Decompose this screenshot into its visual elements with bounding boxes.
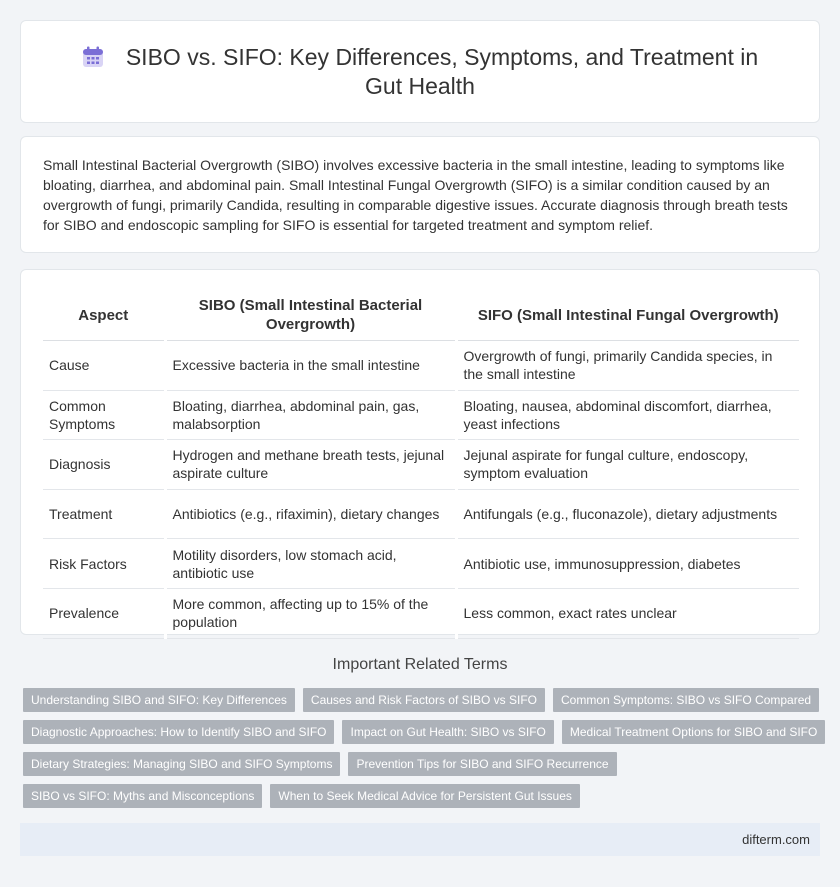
row-sibo: Antibiotics (e.g., rifaximin), dietary changes xyxy=(165,489,456,539)
footer-site-link[interactable]: difterm.com xyxy=(742,832,810,847)
comparison-card xyxy=(20,269,820,635)
table-row xyxy=(43,489,799,539)
header-sibo: SIBO (Small Intestinal Bacterial Overgrowth) xyxy=(165,290,456,341)
related-term-tag[interactable]: Understanding SIBO and SIFO: Key Differences xyxy=(23,688,295,712)
table-row xyxy=(43,539,799,589)
table-row xyxy=(43,440,799,490)
related-term-tag[interactable]: Prevention Tips for SIBO and SIFO Recurrence xyxy=(348,752,616,776)
row-sifo: Less common, exact rates unclear xyxy=(456,588,799,638)
header-sifo: SIFO (Small Intestinal Fungal Overgrowth) xyxy=(456,290,799,341)
related-term-tag[interactable]: Common Symptoms: SIBO vs SIFO Compared xyxy=(553,688,819,712)
footer xyxy=(20,823,820,856)
row-sibo: Motility disorders, low stomach acid, antibiotic use xyxy=(165,539,456,589)
tag-row xyxy=(23,720,823,744)
related-term-tag[interactable]: Dietary Strategies: Managing SIBO and SIFO Symptoms xyxy=(23,752,340,776)
row-aspect: Risk Factors xyxy=(43,539,165,589)
row-sifo: Antibiotic use, immunosuppression, diabetes xyxy=(456,539,799,589)
calendar-icon xyxy=(82,46,104,68)
title-card xyxy=(20,20,820,123)
table-row xyxy=(43,341,799,391)
page-title: SIBO vs. SIFO: Key Differences, Symptoms, and Treatment in Gut Health xyxy=(125,44,759,99)
row-sibo: Excessive bacteria in the small intestine xyxy=(165,341,456,391)
related-term-tag[interactable]: Medical Treatment Options for SIBO and SIFO xyxy=(562,720,825,744)
table-row xyxy=(43,390,799,440)
row-sibo: Bloating, diarrhea, abdominal pain, gas, malabsorption xyxy=(165,390,456,440)
related-term-tag[interactable]: SIBO vs SIFO: Myths and Misconceptions xyxy=(23,784,262,808)
row-aspect: Cause xyxy=(43,341,165,391)
intro-paragraph: Small Intestinal Bacterial Overgrowth (SIBO) involves excessive bacteria in the small intestine, leading to symptoms like bloating, diarrhea, and abdominal pain. Small Intestinal Fungal Overgrowth (SIFO) is a similar condition caused by an overgrowth of fungi, primarily Candida, resulting in comparable digestive issues. Accurate diagnosis through breath tests for SIBO and endoscopic sampling for SIFO is essential for targeted treatment and symptom relief. xyxy=(43,157,788,233)
related-term-tag[interactable]: Impact on Gut Health: SIBO vs SIFO xyxy=(342,720,553,744)
page-title-wrap xyxy=(21,43,819,101)
row-sibo: More common, affecting up to 15% of the population xyxy=(165,588,456,638)
table-row xyxy=(43,588,799,638)
related-terms-list xyxy=(23,688,823,816)
intro-card xyxy=(20,136,820,253)
related-term-tag[interactable]: Diagnostic Approaches: How to Identify SIBO and SIFO xyxy=(23,720,334,744)
related-terms-heading: Important Related Terms xyxy=(332,656,508,673)
row-sifo: Overgrowth of fungi, primarily Candida species, in the small intestine xyxy=(456,341,799,391)
row-sifo: Bloating, nausea, abdominal discomfort, diarrhea, yeast infections xyxy=(456,390,799,440)
tag-row xyxy=(23,688,823,712)
header-aspect: Aspect xyxy=(43,290,165,341)
row-sibo: Hydrogen and methane breath tests, jejunal aspirate culture xyxy=(165,440,456,490)
tag-row xyxy=(23,784,823,808)
tag-row xyxy=(23,752,823,776)
row-aspect: Treatment xyxy=(43,489,165,539)
related-term-tag[interactable]: Causes and Risk Factors of SIBO vs SIFO xyxy=(303,688,545,712)
row-sifo: Antifungals (e.g., fluconazole), dietary adjustments xyxy=(456,489,799,539)
row-aspect: Prevalence xyxy=(43,588,165,638)
row-sifo: Jejunal aspirate for fungal culture, endoscopy, symptom evaluation xyxy=(456,440,799,490)
table-header-row xyxy=(43,290,799,341)
comparison-table xyxy=(43,290,799,639)
related-term-tag[interactable]: When to Seek Medical Advice for Persistent Gut Issues xyxy=(270,784,579,808)
row-aspect: Common Symptoms xyxy=(43,390,165,440)
row-aspect: Diagnosis xyxy=(43,440,165,490)
